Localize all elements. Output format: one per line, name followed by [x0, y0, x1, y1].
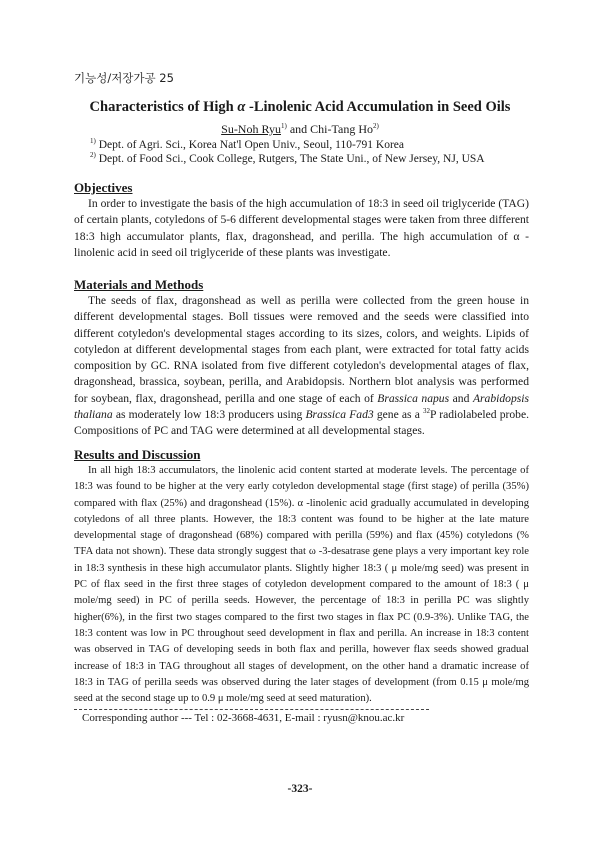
section-heading-methods: Materials and Methods: [74, 277, 204, 292]
objectives-paragraph: In order to investigate the basis of the high accumulation of 18:3 in seed oil triglyceride (TAG) of certain plants, cotyledons of 5-6 different developmental stages were taken from three different 18:3 high accumulator plants, flax, dragonshead, and perilla. The high accumulation of α -linolenic acid in seed oil triglyceride of these plants was investigate.: [74, 197, 529, 259]
title-pre: Characteristics of High: [89, 99, 238, 115]
affiliation-mark: 1): [90, 137, 96, 145]
methods-text-4: gene as a: [373, 408, 424, 422]
author-and: and: [286, 122, 311, 136]
page-number: -323-: [287, 783, 313, 795]
methods-text-3: as moderately low 18:3 producers using: [112, 408, 306, 422]
results-paragraph: In all high 18:3 accumulators, the linolenic acid content started at moderate levels. The percentage of 18:3 was found to be higher at the very early cotyledon developmental stage (first stage) of perilla (35%) compared with flax (25%) and dragonshead (15%). α -linolenic acid gradually accumulated in developing cotyledons of all three plants. However, the 18:3 content was found to be higher at the late mature developmental stage of dragonshead (68%) compared with perilla (59%) and flax (45%) cotyledons (% TFA data not shown). These data strongly suggest that ω -3-desatrase gene plays a very important key role in 18:3 synthesis in these high accumulator plants. Slightly higher 18:3 ( μ mole/mg seed) was present in PC of flax seed in the first three stages of cotyledon development compared to the amount of 18:3 ( μ mole/mg seed) in PC of perilla seeds. However, the percentage of 18:3 in perilla PC was slightly higher(6%), in the first two stages compared to the first two stages in flax PC (0.9-3%). Unlike TAG, the 18:3 content was low in PC throughout seed development in flax and perilla. An increase in 18:3 content was observed in TAG of developing seeds in both flax and perilla, however flax seeds showed gradual increase of 18:3 in TAG throughout all stages of development, on the other hand a dramatic increase of 18:3 in TAG of perilla seeds was observed during the later stages of development (from 0.15 μ mole/mg seed at the second stage up to 0.9 μ mole/mg seed at seed maturation).: [74, 465, 529, 705]
title-post: -Linolenic Acid Accumulation in Seed Oils: [245, 99, 511, 115]
alpha-symbol: α: [237, 99, 246, 115]
section-heading-objectives: Objectives: [74, 180, 133, 195]
header-tag: 기능성/저장가공 25: [74, 71, 174, 85]
affiliation-mark: 2): [90, 151, 96, 159]
methods-text-5: P radiolabeled probe. Compositions of PC and TAG were determined at all developmental stages.: [74, 408, 529, 438]
corresponding-author: Corresponding author --- Tel : 02-3668-4631, E-mail : ryusn@knou.ac.kr: [82, 712, 405, 724]
footnote-divider: [74, 709, 429, 710]
methods-text-2: and: [449, 391, 473, 405]
gene-brassica-fad3: Brassica Fad3: [305, 408, 374, 422]
species-brassica-napus: Brassica napus: [377, 391, 450, 405]
affiliation-text: Dept. of Agri. Sci., Korea Nat'l Open Univ., Seoul, 110-791 Korea: [95, 138, 404, 151]
isotope-superscript: 32: [423, 407, 431, 416]
affiliation-2: [90, 151, 485, 165]
author-1: Su-Noh Ryu: [221, 122, 281, 136]
species-arabidopsis: Arabidopsis thaliana: [74, 391, 529, 422]
author-line: [0, 122, 600, 137]
methods-paragraph: [74, 293, 529, 440]
author-2: Chi-Tang Ho: [310, 122, 373, 136]
section-heading-results: Results and Discussion: [74, 447, 201, 462]
affiliation-text: Dept. of Food Sci., Cook College, Rutgers, The State Uni., of New Jersey, NJ, USA: [95, 152, 485, 165]
affiliation-1: [90, 137, 404, 151]
paper-title: [0, 99, 600, 116]
author-1-mark: 1): [281, 122, 287, 130]
author-2-mark: 2): [373, 122, 379, 130]
methods-text-1: The seeds of flax, dragonshead as well as perilla were collected from the green house in different developmental stages. Boll tissues were removed and the seeds were classified into different cotyledon's developmental stages according to its sizes, colors, and weights. Lipids of cotyledon at different developmental stages from each plant, were extracted for total fatty acids composition by GC. RNA isolated from five different cotyledon's developmental atages of flax, dragonshead, brassica, soybean, perilla, and Arabidopsis. Northern blot analysis was performed for soybean, flax, dragonshead, perilla and one stage of each of: [74, 294, 529, 405]
